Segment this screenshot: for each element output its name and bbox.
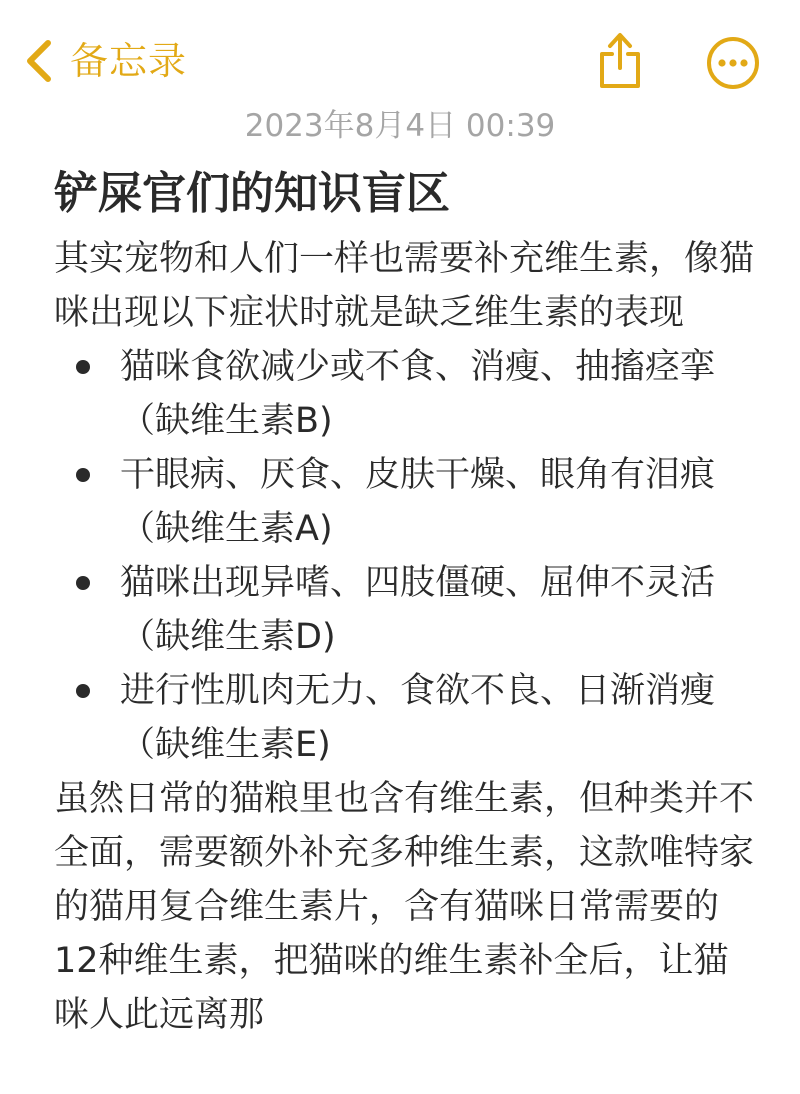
- symptom-bullet-list: [54, 340, 754, 772]
- share-icon[interactable]: [596, 30, 644, 90]
- note-closing-paragraph: 虽然日常的猫粮里也含有维生素，但种类并不全面，需要额外补充多种维生素，这款唯特家的猫用复合维生素片，含有猫咪日常需要的12种维生素，把猫咪的维生素补全后，让猫咪人此远离那: [54, 779, 755, 1035]
- bullet-item: [54, 340, 716, 448]
- note-intro-paragraph: 其实宠物和人们一样也需要补充维生素，像猫咪出现以下症状时就是缺乏维生素的表现: [54, 239, 755, 333]
- more-options-icon[interactable]: [706, 36, 760, 90]
- bullet-text: 猫咪食欲减少或不食、消瘦、抽搐痉挛（缺维生素B): [120, 347, 716, 441]
- note-title: 铲屎官们的知识盲区: [54, 168, 450, 219]
- bullet-dot-icon: [76, 684, 90, 698]
- note-body[interactable]: [54, 232, 754, 1042]
- bullet-item: [54, 556, 716, 664]
- navigation-bar: [0, 0, 800, 110]
- note-timestamp: 2023年8月4日 00:39: [244, 108, 556, 144]
- bullet-item: [54, 448, 716, 556]
- bullet-text: 进行性肌肉无力、食欲不良、日渐消瘦（缺维生素E): [120, 671, 716, 765]
- back-button[interactable]: [22, 36, 187, 86]
- bullet-dot-icon: [76, 360, 90, 374]
- bullet-text: 猫咪出现异嗜、四肢僵硬、屈伸不灵活（缺维生素D): [120, 563, 716, 657]
- bullet-dot-icon: [76, 468, 90, 482]
- back-label: 备忘录: [70, 39, 188, 83]
- bullet-dot-icon: [76, 576, 90, 590]
- bullet-item: [54, 664, 716, 772]
- chevron-left-icon: [22, 37, 58, 85]
- bullet-text: 干眼病、厌食、皮肤干燥、眼角有泪痕（缺维生素A): [120, 455, 716, 549]
